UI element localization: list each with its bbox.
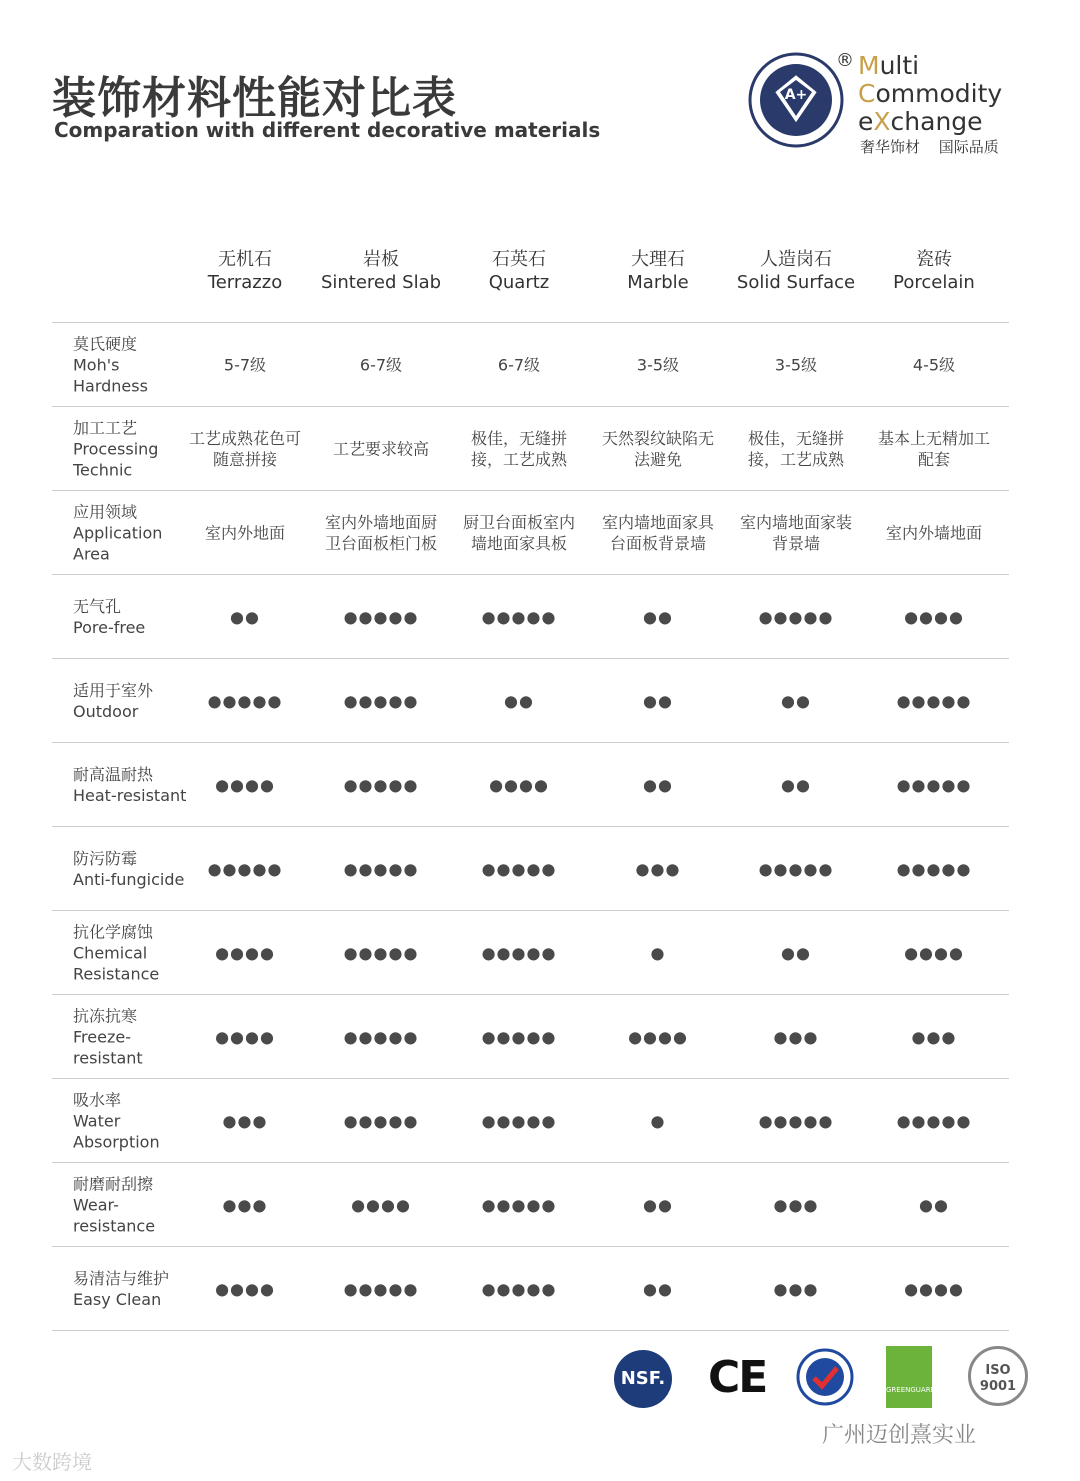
column-header-cn: 瓷砖 xyxy=(916,249,952,270)
rating-cell: ●●●●● xyxy=(481,859,557,878)
table-cell: 工艺要求较高 xyxy=(332,439,429,458)
row-label-cn: 防污防霉 xyxy=(73,848,138,868)
rating-cell: ●●● xyxy=(222,1195,268,1214)
row-label-en: Chemical Resistance xyxy=(73,943,160,983)
row-label-cn: 适用于室外 xyxy=(73,680,154,700)
rating-cell: ●● xyxy=(781,775,811,794)
rating-cell: ●●●●● xyxy=(758,859,834,878)
table-cell: 室内墙地面家装背景墙 xyxy=(739,512,852,553)
row-label xyxy=(73,1005,193,1068)
rating-cell: ●●●●● xyxy=(758,1111,834,1130)
svg-text:A+: A+ xyxy=(784,87,808,103)
row-label-en: Application Area xyxy=(73,523,163,563)
column-header-en: Terrazzo xyxy=(207,272,283,293)
rating-cell: ●●●● xyxy=(215,775,275,794)
row-label xyxy=(73,848,193,890)
rating-cell: ●●●●● xyxy=(343,775,419,794)
table-cell: 厨卫台面板室内墙地面家具板 xyxy=(462,512,575,553)
table-cell: 天然裂纹缺陷无法避免 xyxy=(601,428,714,469)
certification-seal-icon xyxy=(796,1348,854,1406)
rating-cell: ●●● xyxy=(773,1027,819,1046)
brand-block xyxy=(748,50,1018,160)
row-label xyxy=(73,417,193,480)
column-header xyxy=(589,248,727,294)
rating-cell: ●●●● xyxy=(904,607,964,626)
rating-cell: ●● xyxy=(643,775,673,794)
rating-cell: ●●●● xyxy=(904,1279,964,1298)
row-label-en: Processing Technic xyxy=(73,439,159,479)
rating-cell: ●●●●● xyxy=(207,691,283,710)
page-title: 装饰材料性能对比表 xyxy=(52,73,457,124)
rating-cell: ●●●●● xyxy=(343,1027,419,1046)
table-row xyxy=(52,574,1009,658)
row-label xyxy=(73,1089,193,1152)
column-header-en: Sintered Slab xyxy=(320,272,442,293)
row-label-cn: 易清洁与维护 xyxy=(73,1268,170,1288)
row-label-en: Pore-free xyxy=(73,617,146,637)
column-header-en: Quartz xyxy=(488,272,550,293)
rating-cell: ●●●●● xyxy=(343,859,419,878)
rating-cell: ●●●●● xyxy=(481,1111,557,1130)
row-label-cn: 应用领域 xyxy=(73,502,138,521)
column-header-en: Porcelain xyxy=(893,272,975,293)
table-row xyxy=(52,658,1009,742)
row-label-en: Water Absorption xyxy=(73,1111,160,1151)
row-label-cn: 吸水率 xyxy=(73,1090,122,1109)
column-header-cn: 石英石 xyxy=(492,249,546,270)
rating-cell: ●● xyxy=(781,691,811,710)
rating-cell: ●●●●● xyxy=(343,607,419,626)
nsf-logo-icon: NSF. xyxy=(614,1350,672,1408)
row-label-cn: 加工工艺 xyxy=(73,418,138,437)
table-cell: 4-5级 xyxy=(912,355,956,374)
rating-cell: ●● xyxy=(643,1279,673,1298)
rating-cell: ●●●● xyxy=(628,1027,688,1046)
greenguard-logo-icon: GREENGUARD xyxy=(886,1346,932,1408)
row-label xyxy=(73,680,193,722)
column-header-cn: 大理石 xyxy=(631,249,685,270)
row-label xyxy=(73,596,193,638)
table-row xyxy=(52,742,1009,826)
table-cell: 室内外墙地面 xyxy=(885,523,982,542)
rating-cell: ●●●●● xyxy=(343,943,419,962)
column-header-en: Solid Surface xyxy=(736,272,856,293)
iso-9001-logo-icon: ISO 9001 xyxy=(968,1346,1028,1406)
column-header-cn: 人造岗石 xyxy=(760,249,832,270)
rating-cell: ●●● xyxy=(635,859,681,878)
table-cell: 室内外墙地面厨卫台面板柜门板 xyxy=(324,512,437,553)
table-row xyxy=(52,994,1009,1078)
row-label-cn: 耐磨耐刮擦 xyxy=(73,1174,154,1193)
table-cell: 工艺成熟花色可随意拼接 xyxy=(188,428,301,469)
ce-mark-icon: CE xyxy=(708,1352,767,1403)
table-cell: 3-5级 xyxy=(636,355,680,374)
column-header xyxy=(312,248,450,294)
rating-cell: ●●●●● xyxy=(481,1279,557,1298)
row-label xyxy=(73,1268,193,1310)
row-label-en: Freeze-resistant xyxy=(73,1027,143,1067)
table-row xyxy=(52,1078,1009,1162)
rating-cell: ●● xyxy=(230,607,260,626)
row-label-en: Outdoor xyxy=(73,701,139,721)
table-cell: 5-7级 xyxy=(223,355,267,374)
comparison-table xyxy=(52,240,1009,1331)
row-label xyxy=(73,501,193,564)
rating-cell: ●●●●● xyxy=(896,691,972,710)
rating-cell: ●●●● xyxy=(351,1195,411,1214)
rating-cell: ●●● xyxy=(773,1195,819,1214)
rating-cell: ●● xyxy=(504,691,534,710)
row-label-en: Wear-resistance xyxy=(73,1195,156,1235)
table-header xyxy=(52,240,1009,322)
brand-name: Multi Commodity eXchange xyxy=(858,51,1003,136)
rating-cell: ●●● xyxy=(773,1279,819,1298)
row-label-en: Easy Clean xyxy=(73,1289,162,1309)
table-cell: 6-7级 xyxy=(359,355,403,374)
rating-cell: ●●●●● xyxy=(481,1027,557,1046)
row-label-en: Anti-fungicide xyxy=(73,869,185,889)
table-row xyxy=(52,322,1009,406)
table-cell: 基本上无精加工配套 xyxy=(877,428,990,469)
certification-logos xyxy=(0,1342,1080,1412)
table-row xyxy=(52,826,1009,910)
table-cell: 6-7级 xyxy=(497,355,541,374)
rating-cell: ●● xyxy=(781,943,811,962)
table-cell: 极佳，无缝拼接，工艺成熟 xyxy=(747,428,844,469)
brand-tagline: 奢华饰材 国际品质 xyxy=(860,138,999,156)
rating-cell: ●●●●● xyxy=(207,859,283,878)
watermark: 大数跨境 xyxy=(12,1450,92,1474)
rating-cell: ●● xyxy=(643,607,673,626)
rating-cell: ●●●●● xyxy=(758,607,834,626)
row-label xyxy=(73,1173,193,1236)
table-row xyxy=(52,490,1009,574)
wechat-account: 广州迈创熹实业 xyxy=(822,1423,977,1448)
rating-cell: ●●●●● xyxy=(481,607,557,626)
rating-cell: ●● xyxy=(919,1195,949,1214)
rating-cell: ●●● xyxy=(911,1027,957,1046)
rating-cell: ●●●●● xyxy=(343,1279,419,1298)
row-label xyxy=(73,921,193,984)
rating-cell: ●●●● xyxy=(215,1027,275,1046)
column-header-cn: 岩板 xyxy=(363,249,399,270)
rating-cell: ●●●● xyxy=(215,943,275,962)
brand-seal-icon xyxy=(748,52,844,148)
row-label-cn: 耐高温耐热 xyxy=(73,764,154,784)
rating-cell: ●●●● xyxy=(489,775,549,794)
rating-cell: ● xyxy=(650,943,666,962)
rating-cell: ●●●●● xyxy=(343,1111,419,1130)
rating-cell: ●●●●● xyxy=(481,943,557,962)
page-subtitle: Comparation with different decorative materials xyxy=(54,118,601,142)
rating-cell: ●●●● xyxy=(904,943,964,962)
row-label xyxy=(73,764,193,806)
table-cell: 3-5级 xyxy=(774,355,818,374)
table-cell: 极佳，无缝拼接，工艺成熟 xyxy=(470,428,567,469)
rating-cell: ●●● xyxy=(222,1111,268,1130)
rating-cell: ●●●●● xyxy=(896,1111,972,1130)
rating-cell: ●●●●● xyxy=(343,691,419,710)
row-label-cn: 抗冻抗寒 xyxy=(73,1006,138,1025)
rating-cell: ●●●● xyxy=(215,1279,275,1298)
rating-cell: ●●●●● xyxy=(896,859,972,878)
column-header xyxy=(727,248,865,294)
column-header-cn: 无机石 xyxy=(218,249,272,270)
table-cell: 室内外地面 xyxy=(204,523,285,542)
registered-mark: ® xyxy=(836,50,854,71)
rating-cell: ●●●●● xyxy=(896,775,972,794)
row-label-cn: 莫氏硬度 xyxy=(73,334,138,353)
row-label-en: Moh's Hardness xyxy=(73,355,148,395)
table-row xyxy=(52,1162,1009,1246)
row-label xyxy=(73,333,193,396)
row-label-en: Heat-resistant xyxy=(73,785,187,805)
table-cell: 室内墙地面家具台面板背景墙 xyxy=(601,512,714,553)
column-header xyxy=(176,248,314,294)
rating-cell: ●● xyxy=(643,691,673,710)
column-header-en: Marble xyxy=(627,272,689,293)
table-row xyxy=(52,406,1009,490)
row-label-cn: 抗化学腐蚀 xyxy=(73,922,154,941)
row-label-cn: 无气孔 xyxy=(73,596,122,616)
table-row xyxy=(52,910,1009,994)
rating-cell: ●●●●● xyxy=(481,1195,557,1214)
rating-cell: ●● xyxy=(643,1195,673,1214)
table-row xyxy=(52,1246,1009,1331)
column-header xyxy=(450,248,588,294)
rating-cell: ● xyxy=(650,1111,666,1130)
column-header xyxy=(865,248,1003,294)
